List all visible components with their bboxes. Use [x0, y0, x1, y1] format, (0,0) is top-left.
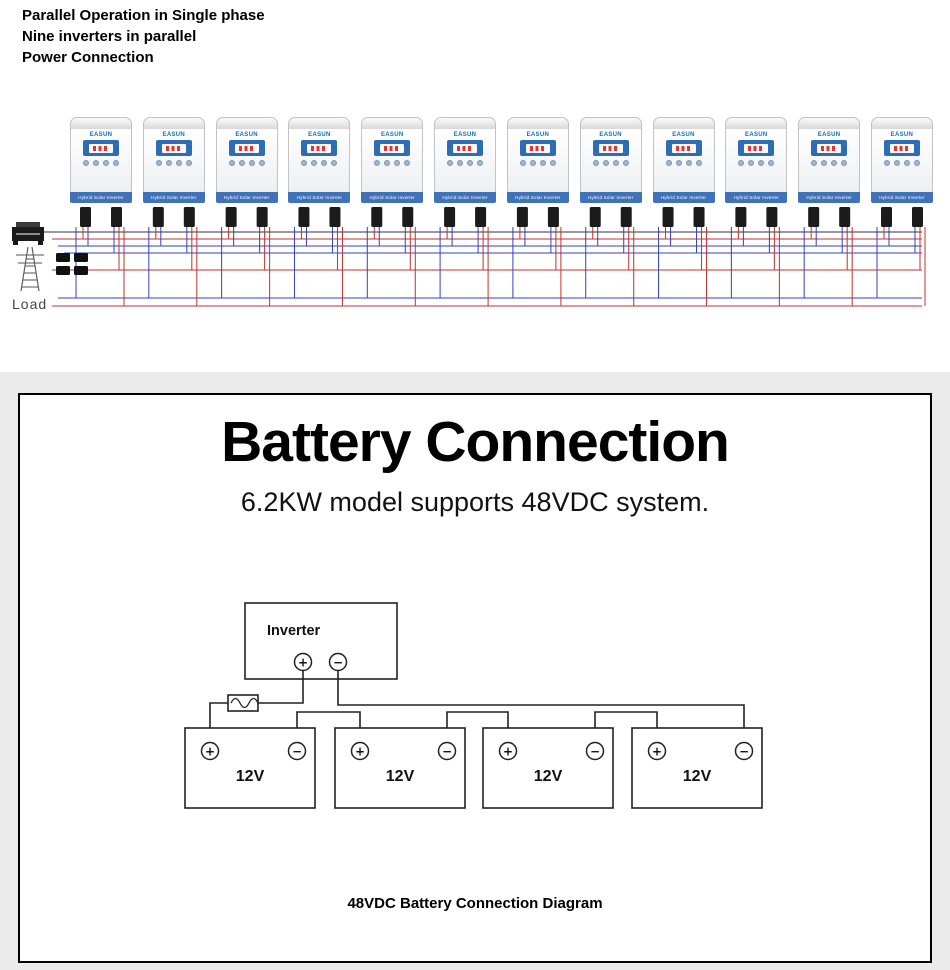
- inverter-lid: [798, 117, 860, 129]
- inverter-digits: [603, 146, 619, 151]
- inverter-button: [113, 160, 119, 166]
- inverter-display: [520, 140, 556, 156]
- inverter-button: [457, 160, 463, 166]
- connector-plug: [444, 207, 455, 227]
- inverter-digits: [384, 146, 400, 151]
- inverter-button: [404, 160, 410, 166]
- generator-icon: [12, 222, 44, 245]
- svg-text:−: −: [589, 744, 601, 759]
- connector-plug: [184, 207, 195, 227]
- inverter-button: [447, 160, 453, 166]
- inverter-buttons: [447, 160, 483, 166]
- minus-terminal: [330, 654, 347, 671]
- battery-diagram-caption: 48VDC Battery Connection Diagram: [347, 895, 603, 912]
- inverter-digits: [821, 146, 837, 151]
- inverter-display: [884, 140, 920, 156]
- plus-terminal: [500, 743, 517, 760]
- svg-text:−: −: [441, 744, 453, 759]
- inverter-button: [176, 160, 182, 166]
- inverter-brand-logo: EASUN: [817, 132, 841, 138]
- inverter-row: [70, 117, 933, 205]
- inverter-digits: [676, 146, 692, 151]
- inverter-screen: [890, 144, 914, 153]
- inverter-screen: [453, 144, 477, 153]
- inverter-display: [593, 140, 629, 156]
- inverter-digits: [894, 146, 910, 151]
- heading-line-3: Power Connection: [22, 49, 154, 66]
- inverter-button: [83, 160, 89, 166]
- inverter-button: [696, 160, 702, 166]
- inverter-button: [229, 160, 235, 166]
- inverter-button: [166, 160, 172, 166]
- inverter-face: [216, 129, 278, 192]
- inverter-buttons: [593, 160, 629, 166]
- inverter-brand-logo: EASUN: [308, 132, 331, 138]
- inverter-screen: [162, 144, 186, 153]
- inverter-button: [384, 160, 390, 166]
- inverter-screen: [817, 144, 841, 153]
- inverter-buttons: [156, 160, 192, 166]
- inverter-face: [70, 129, 132, 192]
- connector-plug: [548, 207, 559, 227]
- connector-plug: [298, 207, 309, 227]
- inverter-model-label: Hybrid Solar Inverter: [216, 192, 278, 203]
- inverter-digits: [239, 146, 255, 151]
- inverter-lid: [143, 117, 205, 129]
- inverter-face: [725, 129, 787, 192]
- inverter-button: [93, 160, 99, 166]
- connector-plug: [912, 207, 923, 227]
- inverter-unit: [798, 117, 860, 205]
- inverter-unit: [288, 117, 350, 205]
- connector-plug: [621, 207, 632, 227]
- plus-terminal: [649, 743, 666, 760]
- inverter-lid: [288, 117, 350, 129]
- breaker: [74, 266, 88, 275]
- inverter-model-label: Hybrid Solar Inverter: [507, 192, 569, 203]
- inverter-button: [603, 160, 609, 166]
- inverter-brand-logo: EASUN: [890, 132, 914, 138]
- inverter-button: [593, 160, 599, 166]
- inverter-screen: [235, 144, 259, 153]
- inverter-button: [676, 160, 682, 166]
- svg-text:+: +: [502, 744, 514, 759]
- battery-voltage-label: 12V: [385, 768, 415, 785]
- connector-plug: [111, 207, 122, 227]
- inverter-button: [550, 160, 556, 166]
- inverter-brand-logo: EASUN: [599, 132, 622, 138]
- inverter-screen: [307, 144, 331, 153]
- battery-voltage-label: 12V: [533, 768, 563, 785]
- connector-plug: [329, 207, 340, 227]
- inverter-face: [361, 129, 423, 192]
- inverter-unit: [580, 117, 642, 205]
- inverter-model-label: Hybrid Solar Inverter: [143, 192, 205, 203]
- inverter-button: [768, 160, 774, 166]
- connector-plug: [808, 207, 819, 227]
- inverter-display: [374, 140, 410, 156]
- inverter-button: [477, 160, 483, 166]
- inverter-button: [374, 160, 380, 166]
- inverter-brand-logo: EASUN: [162, 132, 186, 138]
- inverter-button: [321, 160, 327, 166]
- inverter-display: [811, 140, 847, 156]
- battery-connection-diagram: [0, 580, 950, 910]
- connector-plug: [766, 207, 777, 227]
- inverter-unit: [653, 117, 715, 205]
- inverter-digits: [311, 146, 327, 151]
- heading-line-2: Nine inverters in parallel: [22, 28, 197, 45]
- inverter-buttons: [811, 160, 847, 166]
- inverter-buttons: [666, 160, 702, 166]
- inverter-model-label: Hybrid Solar Inverter: [434, 192, 496, 203]
- battery-section-title: Battery Connection: [221, 410, 729, 474]
- inverter-button: [331, 160, 337, 166]
- inverter-model-label: Hybrid Solar Inverter: [653, 192, 715, 203]
- plus-terminal: [202, 743, 219, 760]
- inverter-lid: [216, 117, 278, 129]
- inverter-button: [758, 160, 764, 166]
- inverter-button: [520, 160, 526, 166]
- inverter-lid: [580, 117, 642, 129]
- plus-terminal: [295, 654, 312, 671]
- inverter-model-label: Hybrid Solar Inverter: [725, 192, 787, 203]
- inverter-button: [613, 160, 619, 166]
- inverter-unit: [434, 117, 496, 205]
- battery-voltage-label: 12V: [235, 768, 265, 785]
- breaker: [74, 253, 88, 262]
- inverter-unit: [361, 117, 423, 205]
- utility-pole-icon: [16, 247, 44, 291]
- inverter-display: [301, 140, 337, 156]
- inverter-button: [904, 160, 910, 166]
- inverter-button: [884, 160, 890, 166]
- inverter-button: [394, 160, 400, 166]
- inverter-brand-logo: EASUN: [235, 132, 258, 138]
- minus-terminal: [587, 743, 604, 760]
- inverter-face: [143, 129, 205, 192]
- inverter-screen: [744, 144, 768, 153]
- connector-plug: [371, 207, 382, 227]
- inverter-display: [738, 140, 774, 156]
- inverter-button: [249, 160, 255, 166]
- svg-text:−: −: [738, 744, 750, 759]
- inverter-digits: [93, 146, 109, 151]
- inverter-face: [288, 129, 350, 192]
- connector-plug: [402, 207, 413, 227]
- inverter-button: [821, 160, 827, 166]
- inverter-screen: [526, 144, 550, 153]
- inverter-buttons: [738, 160, 774, 166]
- plus-terminal: [352, 743, 369, 760]
- fuse-symbol: [228, 695, 258, 711]
- inverter-button: [301, 160, 307, 166]
- inverter-model-label: Hybrid Solar Inverter: [361, 192, 423, 203]
- connector-plug: [475, 207, 486, 227]
- inverter-unit: [725, 117, 787, 205]
- heading-line-1: Parallel Operation in Single phase: [22, 7, 265, 24]
- inverter-display: [229, 140, 265, 156]
- inverter-digits: [748, 146, 764, 151]
- connector-plug: [735, 207, 746, 227]
- inverter-button: [540, 160, 546, 166]
- connector-plug: [226, 207, 237, 227]
- inverter-lid: [871, 117, 933, 129]
- connector-plug: [517, 207, 528, 227]
- svg-text:+: +: [651, 744, 663, 759]
- inverter-model-label: Hybrid Solar Inverter: [798, 192, 860, 203]
- inverter-buttons: [301, 160, 337, 166]
- inverter-button: [259, 160, 265, 166]
- inverter-screen: [380, 144, 404, 153]
- inverter-buttons: [229, 160, 265, 166]
- inverter-lid: [725, 117, 787, 129]
- inverter-brand-logo: EASUN: [453, 132, 477, 138]
- inverter-brand-logo: EASUN: [672, 132, 695, 138]
- breaker: [56, 253, 70, 262]
- inverter-buttons: [520, 160, 556, 166]
- inverter-digits: [457, 146, 473, 151]
- inverter-face: [580, 129, 642, 192]
- inverter-button: [894, 160, 900, 166]
- inverter-box: [245, 603, 397, 679]
- svg-text:+: +: [204, 744, 216, 759]
- inverter-unit: [871, 117, 933, 205]
- inverter-brand-logo: EASUN: [380, 132, 404, 138]
- inverter-screen: [89, 144, 113, 153]
- svg-text:+: +: [297, 655, 309, 670]
- connector-plug: [694, 207, 705, 227]
- connector-plug: [881, 207, 892, 227]
- inverter-button: [530, 160, 536, 166]
- svg-text:−: −: [291, 744, 303, 759]
- inverter-unit: [216, 117, 278, 205]
- inverter-brand-logo: EASUN: [526, 132, 550, 138]
- inverter-face: [507, 129, 569, 192]
- inverter-button: [156, 160, 162, 166]
- inverter-screen: [599, 144, 623, 153]
- inverter-digits: [166, 146, 182, 151]
- inverter-button: [748, 160, 754, 166]
- inverter-buttons: [884, 160, 920, 166]
- inverter-button: [811, 160, 817, 166]
- inverter-lid: [361, 117, 423, 129]
- inverter-button: [738, 160, 744, 166]
- load-label: Load: [12, 296, 48, 312]
- inverter-face: [798, 129, 860, 192]
- inverter-buttons: [83, 160, 119, 166]
- inverter-brand-logo: EASUN: [89, 132, 113, 138]
- inverter-button: [103, 160, 109, 166]
- inverter-model-label: Hybrid Solar Inverter: [871, 192, 933, 203]
- inverter-box-label: Inverter: [267, 623, 321, 639]
- inverter-button: [311, 160, 317, 166]
- inverter-lid: [507, 117, 569, 129]
- inverter-button: [239, 160, 245, 166]
- inverter-lid: [70, 117, 132, 129]
- power-wiring-diagram: [0, 205, 950, 320]
- inverter-button: [666, 160, 672, 166]
- svg-text:−: −: [332, 655, 344, 670]
- inverter-button: [831, 160, 837, 166]
- battery-voltage-label: 12V: [682, 768, 712, 785]
- breaker: [56, 266, 70, 275]
- connector-plug: [80, 207, 91, 227]
- inverter-display: [156, 140, 192, 156]
- minus-terminal: [736, 743, 753, 760]
- inverter-buttons: [374, 160, 410, 166]
- inverter-model-label: Hybrid Solar Inverter: [580, 192, 642, 203]
- inverter-face: [434, 129, 496, 192]
- inverter-face: [653, 129, 715, 192]
- minus-terminal: [439, 743, 456, 760]
- inverter-button: [841, 160, 847, 166]
- inverter-lid: [653, 117, 715, 129]
- inverter-screen: [672, 144, 696, 153]
- inverter-model-label: Hybrid Solar Inverter: [70, 192, 132, 203]
- inverter-button: [623, 160, 629, 166]
- connector-plug: [839, 207, 850, 227]
- page-heading: [22, 5, 265, 68]
- inverter-unit: [507, 117, 569, 205]
- inverter-button: [467, 160, 473, 166]
- inverter-button: [186, 160, 192, 166]
- battery-section-subtitle: 6.2KW model supports 48VDC system.: [240, 487, 710, 517]
- inverter-lid: [434, 117, 496, 129]
- inverter-display: [666, 140, 702, 156]
- connector-plug: [257, 207, 268, 227]
- inverter-display: [83, 140, 119, 156]
- inverter-unit: [70, 117, 132, 205]
- connector-plug: [590, 207, 601, 227]
- inverter-brand-logo: EASUN: [745, 132, 768, 138]
- connector-plug: [663, 207, 674, 227]
- svg-text:+: +: [354, 744, 366, 759]
- inverter-digits: [530, 146, 546, 151]
- inverter-unit: [143, 117, 205, 205]
- inverter-display: [447, 140, 483, 156]
- inverter-button: [914, 160, 920, 166]
- inverter-face: [871, 129, 933, 192]
- connector-plug: [153, 207, 164, 227]
- inverter-button: [686, 160, 692, 166]
- minus-terminal: [289, 743, 306, 760]
- inverter-model-label: Hybrid Solar Inverter: [288, 192, 350, 203]
